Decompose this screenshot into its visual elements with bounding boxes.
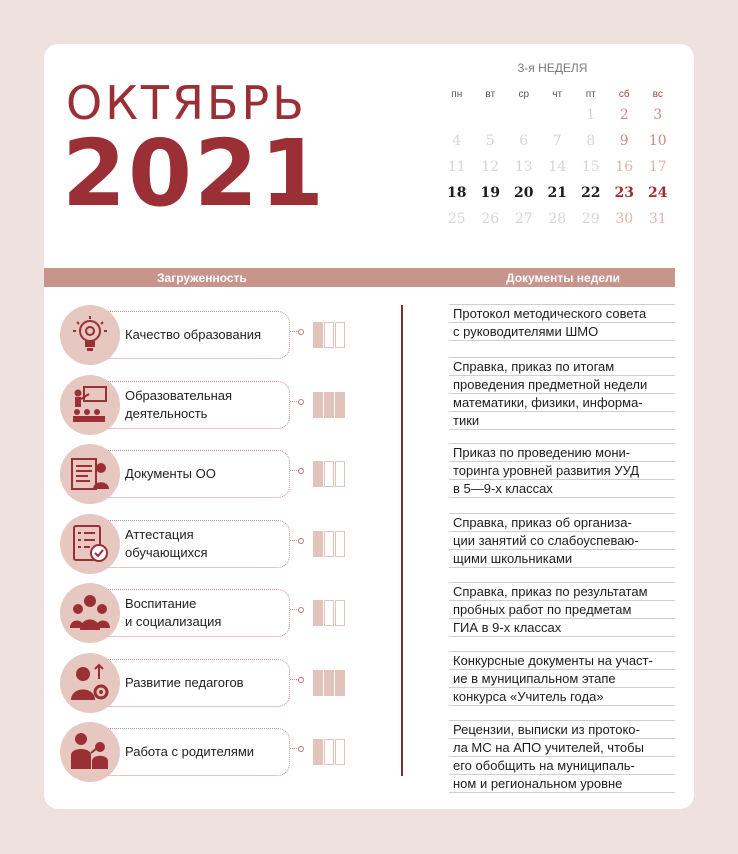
calendar-day: 28: [548, 211, 567, 227]
load-indicator: [313, 670, 346, 696]
load-bar: [335, 461, 345, 487]
workload-label-line: Воспитание: [125, 596, 197, 611]
calendar-week-row: [440, 154, 675, 180]
load-bar: [313, 322, 323, 348]
load-bar: [313, 531, 323, 557]
weekday-label: вт: [485, 88, 496, 100]
document-line: ГИА в 9-х классах: [449, 619, 675, 637]
workload-label-line: Образовательная: [125, 387, 233, 403]
connector-dot: [298, 607, 304, 613]
weekday-label: чт: [552, 88, 563, 100]
calendar-week-row: [440, 102, 675, 128]
calendar-week-row: [440, 206, 675, 232]
load-bar: [335, 670, 345, 696]
load-indicator: [313, 322, 346, 348]
connector-dot: [298, 538, 304, 544]
document-line: ции занятий со слабоуспеваю-: [449, 532, 675, 550]
workload-label: [125, 722, 275, 782]
calendar-day: 22: [581, 185, 601, 201]
connector-dot: [298, 468, 304, 474]
workload-label: [125, 653, 275, 713]
calendar-day: 15: [581, 159, 600, 175]
workload-row: [60, 722, 400, 782]
weekday-label: пн: [451, 88, 463, 100]
section-header-bar: [44, 268, 675, 287]
calendar-day: 12: [481, 159, 500, 175]
calendar-day: 31: [648, 211, 667, 227]
checklist-icon-badge: [60, 514, 120, 574]
workload-label-line: деятельность: [125, 405, 208, 421]
calendar-day: 8: [586, 133, 596, 149]
calendar-day: 3: [653, 107, 663, 123]
workload-label: [125, 514, 275, 574]
calendar-week-row: [440, 128, 675, 154]
documents-person-icon-badge: [60, 444, 120, 504]
parent-child-icon-badge: [60, 722, 120, 782]
calendar-day: 6: [519, 133, 529, 149]
column-divider: [401, 305, 403, 776]
calendar-day: 10: [648, 133, 667, 149]
calendar-day: 18: [447, 185, 467, 201]
calendar-day: 17: [648, 159, 667, 175]
load-bar: [313, 739, 323, 765]
calendar-day: 2: [619, 107, 629, 123]
calendar-day: 13: [514, 159, 533, 175]
load-indicator: [313, 461, 346, 487]
calendar-day: 26: [481, 211, 500, 227]
documents-heading: Документы недели: [506, 271, 621, 285]
document-line: ие в муниципальном этапе: [449, 670, 675, 688]
document-line: его обобщить на муниципаль-: [449, 757, 675, 775]
calendar-day: 5: [485, 133, 495, 149]
parent-child-icon: [69, 731, 111, 773]
calendar-day: 25: [447, 211, 466, 227]
load-indicator: [313, 531, 346, 557]
calendar-day: 14: [548, 159, 567, 175]
teacher-gear-icon-badge: [60, 653, 120, 713]
calendar-day: 9: [619, 133, 629, 149]
month-title: ОКТЯБРЬ: [66, 76, 307, 130]
weekday-label: сб: [618, 88, 630, 100]
calendar-day: 30: [615, 211, 634, 227]
workload-label-line: Развитие педагогов: [125, 674, 244, 690]
connector-dot: [298, 329, 304, 335]
document-entry: [449, 357, 675, 430]
document-line: тики: [449, 412, 675, 430]
load-bar: [335, 600, 345, 626]
document-line: Справка, приказ по результатам: [449, 583, 675, 601]
load-bar: [335, 531, 345, 557]
load-bar: [313, 670, 323, 696]
lightbulb-gear-icon-badge: [60, 305, 120, 365]
connector-dot: [298, 746, 304, 752]
workload-row: [60, 583, 400, 643]
load-bar: [324, 392, 334, 418]
workload-label: [125, 583, 275, 643]
document-entry: [449, 513, 675, 568]
workload-label-line: и социализация: [125, 614, 222, 629]
load-bar: [324, 531, 334, 557]
document-line: щими школьниками: [449, 550, 675, 568]
document-line: Справка, приказ по итогам: [449, 358, 675, 376]
document-entry: [449, 651, 675, 706]
calendar-week-row: [440, 180, 675, 206]
document-entry: [449, 304, 675, 341]
load-bar: [324, 461, 334, 487]
documents-person-icon: [69, 453, 111, 495]
document-line: Приказ по проведению мони-: [449, 444, 675, 462]
calendar-day: 16: [615, 159, 634, 175]
calendar-day: 1: [586, 107, 596, 123]
checklist-icon: [69, 523, 111, 565]
document-line: Справка, приказ об организа-: [449, 514, 675, 532]
connector-dot: [298, 399, 304, 405]
workload-row: [60, 375, 400, 435]
calendar-day: 4: [452, 133, 462, 149]
document-line: конкурса «Учитель года»: [449, 688, 675, 706]
document-entry: [449, 443, 675, 498]
workload-label-line: Работа с родителями: [125, 744, 255, 759]
teacher-classroom-icon: [69, 384, 111, 426]
workload-row: [60, 305, 400, 365]
document-line: с руководителями ШМО: [449, 323, 675, 341]
load-bar: [313, 461, 323, 487]
workload-label-line: Документы ОО: [125, 466, 216, 481]
document-line: ном и региональном уровне: [449, 775, 675, 793]
calendar-grid: [440, 86, 675, 232]
calendar-day: 24: [648, 185, 668, 201]
calendar-day: 29: [581, 211, 600, 227]
load-indicator: [313, 600, 346, 626]
document-line: Протокол методического совета: [449, 305, 675, 323]
workload-row: [60, 653, 400, 713]
calendar-day: 27: [514, 211, 533, 227]
year-title: 2021: [62, 120, 327, 227]
calendar-day: 19: [480, 185, 500, 201]
weekday-label: пт: [585, 88, 596, 100]
calendar-day: 7: [552, 133, 562, 149]
load-indicator: [313, 392, 346, 418]
connector-dot: [298, 677, 304, 683]
calendar-day: 11: [447, 159, 466, 175]
load-bar: [324, 739, 334, 765]
weekday-label: ср: [518, 88, 530, 100]
document-line: пробных работ по предметам: [449, 601, 675, 619]
weekday-label: вс: [652, 88, 663, 100]
calendar-day: 21: [547, 185, 567, 201]
weekday-header-row: [440, 86, 675, 102]
workload-label: [125, 305, 275, 365]
load-bar: [313, 600, 323, 626]
load-bar: [335, 322, 345, 348]
document-line: математики, физики, информа-: [449, 394, 675, 412]
workload-label: [125, 375, 275, 435]
load-indicator: [313, 739, 346, 765]
load-bar: [313, 392, 323, 418]
group-people-icon-badge: [60, 583, 120, 643]
document-entry: [449, 720, 675, 793]
teacher-classroom-icon-badge: [60, 375, 120, 435]
calendar-day: 20: [514, 185, 534, 201]
workload-row: [60, 444, 400, 504]
load-bar: [324, 322, 334, 348]
document-line: Конкурсные документы на участ-: [449, 652, 675, 670]
workload-label-line: Качество образования: [125, 327, 262, 342]
workload-row: [60, 514, 400, 574]
workload-heading: Загруженность: [157, 271, 247, 285]
group-people-icon: [69, 592, 111, 634]
document-entry: [449, 582, 675, 637]
load-bar: [324, 600, 334, 626]
document-line: в 5—9-х классах: [449, 480, 675, 498]
teacher-gear-icon: [69, 662, 111, 704]
document-line: проведения предметной недели: [449, 376, 675, 394]
document-line: ла МС на АПО учителей, чтобы: [449, 739, 675, 757]
document-line: торинга уровней развития УУД: [449, 462, 675, 480]
lightbulb-gear-icon: [69, 314, 111, 356]
load-bar: [335, 739, 345, 765]
week-label: 3-я НЕДЕЛЯ: [517, 61, 588, 75]
workload-label-line: обучающихся: [125, 544, 208, 560]
workload-label: [125, 444, 275, 504]
workload-label-line: Аттестация: [125, 526, 194, 542]
load-bar: [335, 392, 345, 418]
load-bar: [324, 670, 334, 696]
calendar-day: 23: [614, 185, 634, 201]
document-line: Рецензии, выписки из протоко-: [449, 721, 675, 739]
